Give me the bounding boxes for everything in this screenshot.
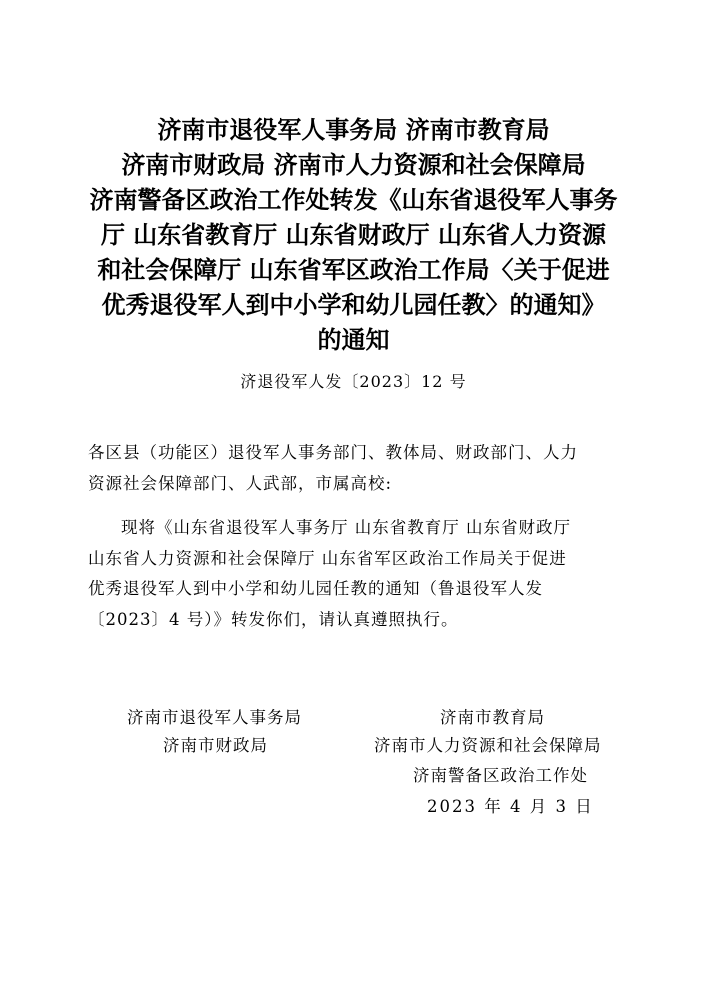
title-line: 的通知 (317, 325, 390, 354)
title-line: 济南市退役军人事务局 济南市教育局 (157, 115, 550, 144)
title-line: 济南警备区政治工作处转发《山东省退役军人事务 (89, 185, 618, 214)
paragraph-line: 优秀退役军人到中小学和幼儿园任教的通知（鲁退役军人发 (88, 579, 543, 598)
recipients-block (88, 438, 628, 499)
title-line: 和社会保障厅 山东省军区政治工作局〈关于促进 (97, 255, 610, 284)
recipients-line: 各区县（功能区）退役军人事务部门、教体局、财政部门、人力 (88, 443, 578, 462)
signature-org-education: 济南市教育局 (440, 708, 545, 727)
document-title (60, 112, 647, 357)
paragraph-line: 山东省人力资源和社会保障厅 山东省军区政治工作局关于促进 (88, 548, 567, 568)
document-number: 济退役军人发〔2023〕12 号 (240, 372, 467, 391)
title-line: 济南市财政局 济南市人力资源和社会保障局 (121, 150, 586, 179)
title-line: 优秀退役军人到中小学和幼儿园任教〉的通知》 (101, 290, 606, 319)
paragraph-line: 〔2023〕4 号）》转发你们，请认真遵照执行。 (88, 609, 459, 629)
signature-org-garrison: 济南警备区政治工作处 (413, 766, 588, 785)
recipients-line: 资源社会保障部门、人武部，市属高校: (88, 473, 393, 493)
signature-org-human-resources: 济南市人力资源和社会保障局 (374, 736, 602, 755)
body-paragraph (88, 513, 628, 635)
paragraph-line: 现将《山东省退役军人事务厅 山东省教育厅 山东省财政厅 (121, 518, 571, 537)
title-line: 厅 山东省教育厅 山东省财政厅 山东省人力资源 (100, 220, 607, 249)
signature-org-finance: 济南市财政局 (163, 736, 268, 755)
signature-date: 2023 年 4 月 3 日 (427, 797, 594, 816)
signature-org-veterans-affairs: 济南市退役军人事务局 (127, 708, 302, 727)
